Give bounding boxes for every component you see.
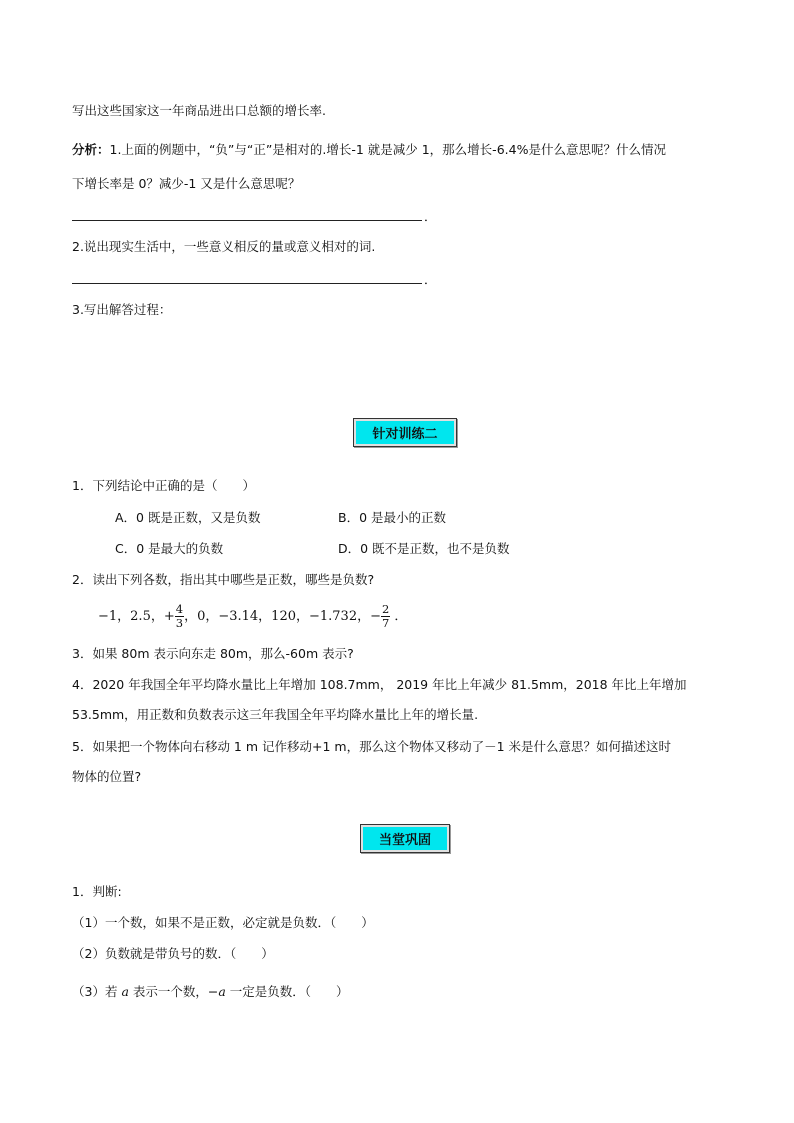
analysis-line2: 下增长率是 0？减少-1 又是什么意思呢？ <box>72 176 301 191</box>
variable-a: a <box>121 984 129 999</box>
answer-blank-2[interactable] <box>72 283 422 284</box>
fraction-four-thirds <box>175 603 184 629</box>
judgement-item-2: （2）负数就是带负号的数．（ ） <box>72 946 274 961</box>
analysis-question-2: 2.说出现实生活中，一些意义相反的量或意义相对的词. <box>72 239 376 254</box>
option-d: D．0 既不是正数，也不是负数 <box>338 541 510 556</box>
judgement-item-1: （1）一个数，如果不是正数，必定就是负数．（ ） <box>72 915 374 930</box>
fraction-1-denominator: 3 <box>175 616 184 630</box>
judgement-item-3-post: 一定是负数．（ ） <box>225 984 349 999</box>
section-banner-practice <box>353 418 457 447</box>
section-title-consolidation: 当堂巩固 <box>363 827 447 850</box>
intro-task: 写出这些国家这一年商品进出口总额的增长率. <box>72 103 326 118</box>
section-title-practice: 针对训练二 <box>356 421 454 444</box>
answer-blank-2-end: ． <box>424 272 437 287</box>
judgement-item-3 <box>72 982 349 1000</box>
practice-question-4-line1: 4．2020 年我国全年平均降水量比上年增加 108.7mm， 2019 年比上年减少 81.5mm，2018 年比上年增加 <box>72 677 687 692</box>
option-c: C．0 是最大的负数 <box>115 541 224 556</box>
practice-question-5-line2: 物体的位置? <box>72 769 142 784</box>
practice-question-2: 2．读出下列各数，指出其中哪些是正数，哪些是负数? <box>72 572 375 587</box>
analysis-question-3: 3.写出解答过程： <box>72 302 172 317</box>
option-b: B．0 是最小的正数 <box>338 510 447 525</box>
section-banner-consolidation <box>360 824 450 853</box>
practice-question-4-line2: 53.5mm，用正数和负数表示这三年我国全年平均降水量比上年的增长量. <box>72 707 479 722</box>
option-a: A．0 既是正数，又是负数 <box>115 510 261 525</box>
answer-blank-1-end: ． <box>424 209 437 224</box>
practice-question-1: 1．下列结论中正确的是（ ） <box>72 478 255 493</box>
fraction-2-denominator: 7 <box>382 616 390 630</box>
number-list-part1: −1，2.5，+ <box>98 609 175 624</box>
fraction-2-numerator: 2 <box>382 602 390 617</box>
practice-question-3: 3．如果 80m 表示向东走 80m，那么-60m 表示? <box>72 646 354 661</box>
analysis-label: 分析： <box>72 142 110 157</box>
number-list-part2: ，0，−3.14，120，−1.732，− <box>184 609 381 624</box>
judgement-item-3-pre: （3）若 <box>72 984 122 999</box>
fraction-two-sevenths <box>381 603 390 629</box>
number-list-part3: ． <box>394 609 408 624</box>
fraction-1-numerator: 4 <box>175 602 184 617</box>
analysis-line1 <box>72 140 666 158</box>
judgement-item-3-mid: 表示一个数，− <box>128 984 219 999</box>
consolidation-question-1: 1．判断: <box>72 884 122 899</box>
analysis-question-1: 1.上面的例题中，“负”与“正”是相对的.增长-1 就是减少 1，那么增长-6.4%是什么意思呢？什么情况 <box>109 142 666 157</box>
number-list <box>98 599 407 635</box>
answer-blank-1[interactable] <box>72 220 422 221</box>
variable-a-negated: a <box>218 984 226 999</box>
practice-question-5-line1: 5．如果把一个物体向右移动 1 m 记作移动+1 m，那么这个物体又移动了－1 米是什么意思？如何描述这时 <box>72 739 672 754</box>
